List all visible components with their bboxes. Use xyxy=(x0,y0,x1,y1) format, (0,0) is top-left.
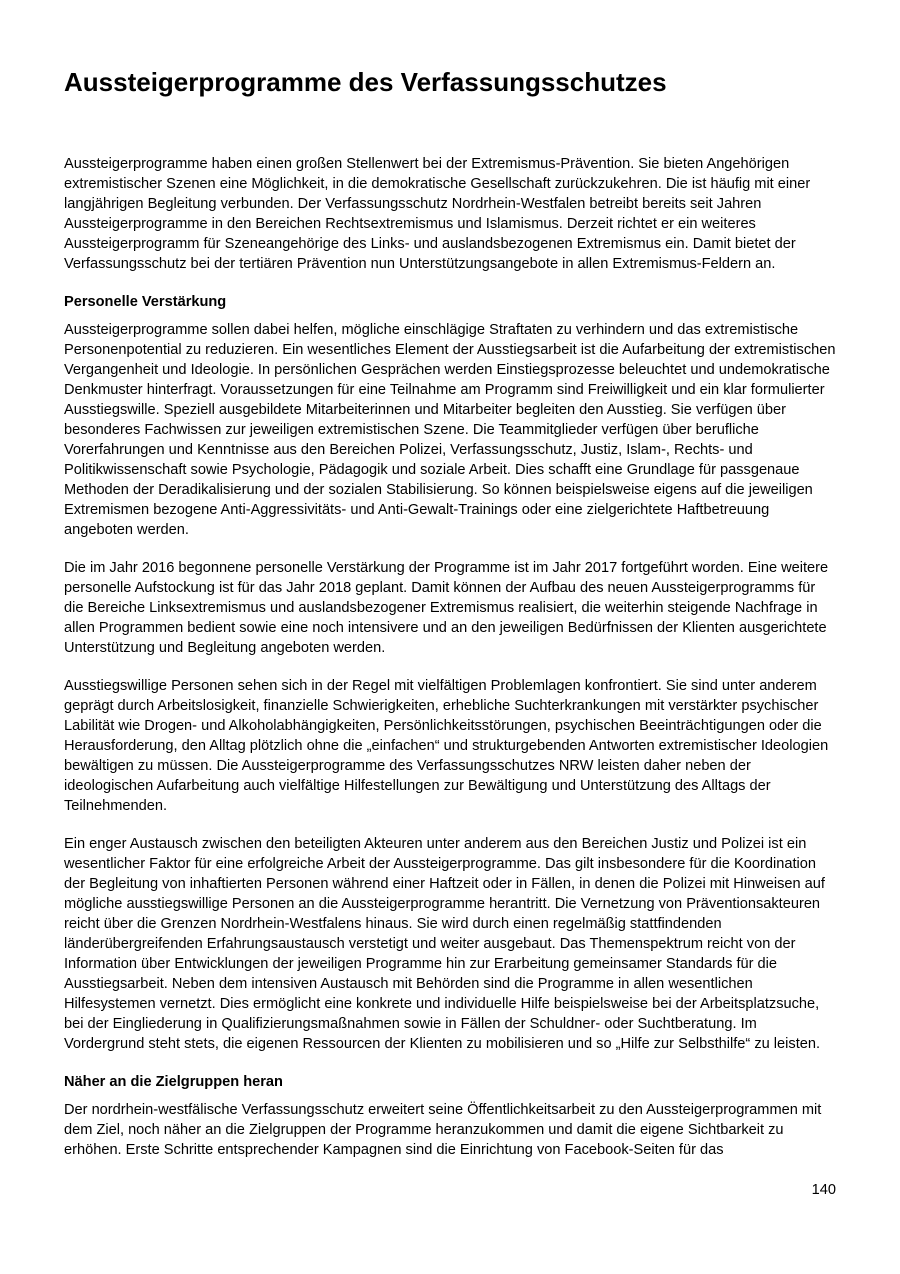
page-number: 140 xyxy=(811,1182,836,1198)
page-title: Aussteigerprogramme des Verfassungsschutzes xyxy=(64,67,667,97)
intro-paragraph: Aussteigerprogramme haben einen großen Stellenwert bei der Extremismus-Prävention. Sie bieten Angehörigen extremistischer Szenen eine Möglichkeit, in die demokratische Gesellschaft zurückzukehren. Die ist häufig mit einer langjährigen Begleitung verbunden. Der Verfassungsschutz Nordrhein-Westfalen betreibt bereits seit Jahren Aussteigerprogramme in den Bereichen Rechtsextremismus und Islamismus. Derzeit richtet er ein weiteres Aussteigerprogramm für Szeneangehörige des Links- und auslandsbezogenen Extremismus ein. Damit bietet der Verfassungsschutz bei der tertiären Prävention nun Unterstützungsangebote in allen Extremismus-Feldern an. xyxy=(64,156,811,272)
section-heading-naeher-an-die-zielgruppen: Näher an die Zielgruppen heran xyxy=(64,1074,283,1090)
paragraph: Aussteigerprogramme sollen dabei helfen, mögliche einschlägige Straftaten zu verhindern und das extremistische Personenpotential zu reduzieren. Ein wesentliches Element der Ausstiegsarbeit ist die Aufarbeitung der extremistischen Vergangenheit und Ideologie. In persönlichen Gesprächen werden Einstiegsprozesse beleuchtet und undemokratische Denkmuster hinterfragt. Voraussetzungen für eine Teilnahme am Programm sind Freiwilligkeit und ein klar formulierter Ausstiegswille. Speziell ausgebildete Mitarbeiterinnen und Mitarbeiter begleiten den Ausstieg. Sie verfügen über besonderes Fachwissen zur jeweiligen extremistischen Szene. Die Teammitglieder verfügen über berufliche Vorerfahrungen und Kenntnisse aus den Bereichen Polizei, Verfassungsschutz, Justiz, Islam-, Rechts- und Politikwissenschaft sowie Psychologie, Pädagogik und soziale Arbeit. Dies schafft eine Grundlage für passgenaue Methoden der Deradikalisierung und der sozialen Stabilisierung. So können beispielsweise eigens auf die jeweiligen Extremismen bezogene Anti-Aggressivitäts- und Anti-Gewalt-Trainings oder eine zielgerichtete Haftbetreuung angeboten werden. xyxy=(64,322,836,538)
paragraph: Ein enger Austausch zwischen den beteiligten Akteuren unter anderem aus den Bereichen Justiz und Polizei ist ein wesentlicher Faktor für eine erfolgreiche Arbeit der Aussteigerprogramme. Das gilt insbesondere für die Koordination der Begleitung von inhaftierten Personen während einer Haftzeit oder in Fällen, in denen die Polizei mit Hinweisen auf mögliche ausstiegswillige Personen an die Aussteigerprogramme herantritt. Die Vernetzung von Präventionsakteuren reicht über die Grenzen Nordrhein-Westfalens hinaus. Sie wird durch einen regelmäßig stattfindenden länderübergreifenden Erfahrungsaustausch verstetigt und weiter ausgebaut. Das Themenspektrum reicht von der Information über Entwicklungen der jeweiligen Programme hin zur Erarbeitung gemeinsamer Standards für die Ausstiegsarbeit. Neben dem intensiven Austausch mit Behörden sind die Programme in allen wesentlichen Hilfesystemen vernetzt. Dies ermöglicht eine konkrete und individuelle Hilfe beispielsweise bei der Arbeitsplatzsuche, bei der Eingliederung in Qualifizierungsmaßnahmen sowie in Fällen der Schuldner- oder Suchtberatung. Im Vordergrund steht stets, die eigenen Ressourcen der Klienten zu mobilisieren und so „Hilfe zur Selbsthilfe“ zu leisten. xyxy=(64,836,825,1052)
section-heading-personelle-verstaerkung: Personelle Verstärkung xyxy=(64,294,227,310)
paragraph: Ausstiegswillige Personen sehen sich in der Regel mit vielfältigen Problemlagen konfrontiert. Sie sind unter anderem geprägt durch Arbeitslosigkeit, finanzielle Schwierigkeiten, erhebliche Suchterkrankungen mit verstärkter psychischer Labilität wie Drogen- und Alkoholabhängigkeiten, Persönlichkeitsstörungen, psychischen Beeinträchtigungen oder die Herausforderung, den Alltag plötzlich ohne die „einfachen“ und strukturgebenden Antworten extremistischer Ideologien bewältigen zu müssen. Die Aussteigerprogramme des Verfassungsschutzes NRW leisten daher neben der ideologischen Aufarbeitung auch vielfältige Hilfestellungen zur Bewältigung und Unterstützung des Alltags der Teilnehmenden. xyxy=(64,678,829,814)
document-body xyxy=(64,154,836,1178)
paragraph: Die im Jahr 2016 begonnene personelle Verstärkung der Programme ist im Jahr 2017 fortgeführt worden. Eine weitere personelle Aufstockung ist für das Jahr 2018 geplant. Damit können der Aufbau des neuen Aussteigerprogramms für die Bereiche Linksextremismus und auslandsbezogener Extremismus realisiert, die weiterhin steigende Nachfrage in allen Programmen bedient sowie eine noch intensivere und an den jeweiligen Bedürfnissen der Klienten ausgerichtete Unterstützung und Begleitung angeboten werden. xyxy=(64,560,829,656)
paragraph: Der nordrhein-westfälische Verfassungsschutz erweitert seine Öffentlichkeitsarbeit zu den Aussteigerprogrammen mit dem Ziel, noch näher an die Zielgruppen der Programme heranzukommen und damit die eigene Sichtbarkeit zu erhöhen. Erste Schritte entsprechender Kampagnen sind die Einrichtung von Facebook-Seiten für das xyxy=(64,1102,822,1158)
